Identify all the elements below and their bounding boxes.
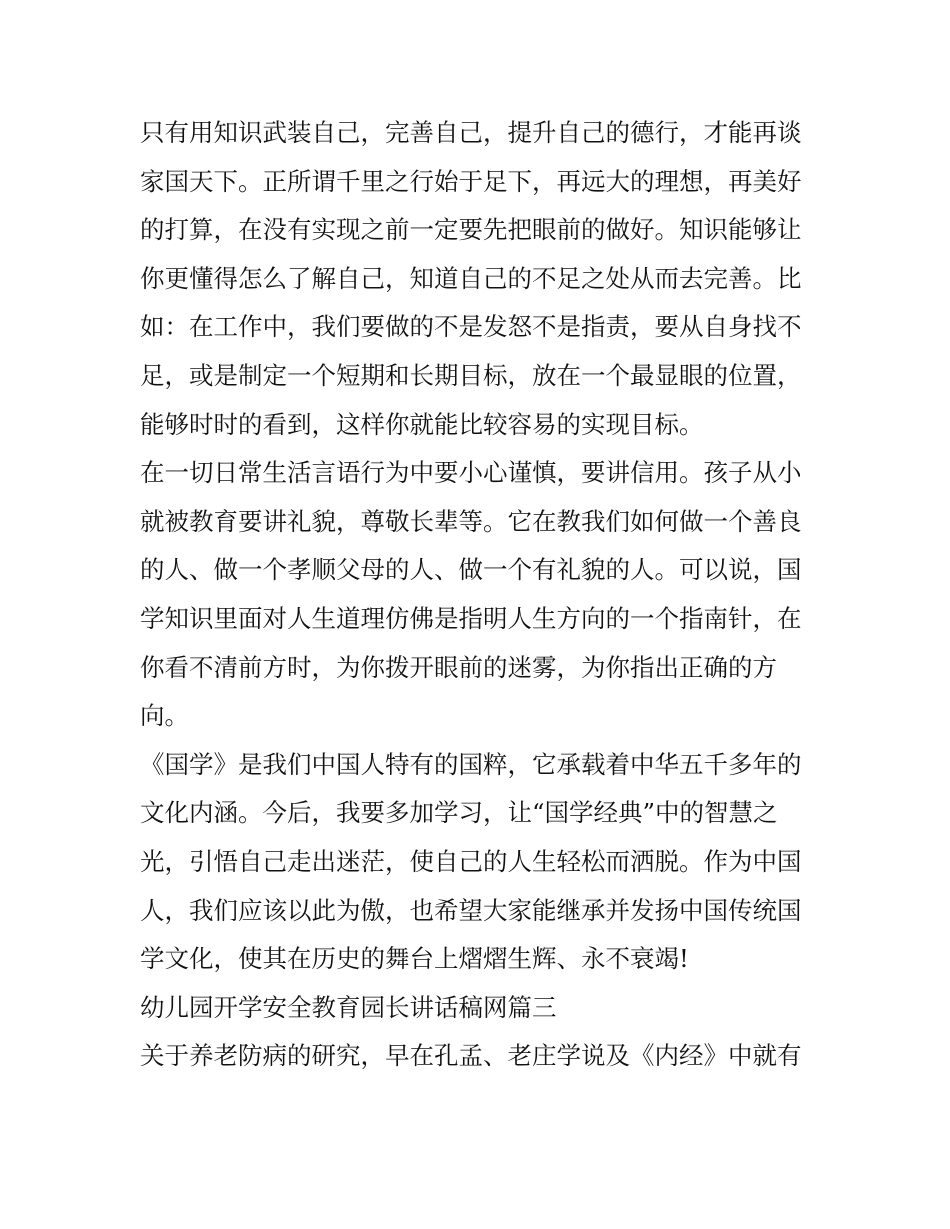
text-line: 就被教育要讲礼貌，尊敬长辈等。它在教我们如何做一个善良 xyxy=(140,506,802,536)
text-line: 《国学》是我们中国人特有的国粹，它承载着中华五千多年的 xyxy=(140,749,802,779)
document-body xyxy=(140,109,815,1081)
text-line: 家国天下。正所谓千里之行始于足下，再远大的理想，再美好 xyxy=(140,166,802,196)
text-line: 的人、做一个孝顺父母的人、做一个有礼貌的人。可以说，国 xyxy=(140,555,802,585)
text-line: 光，引悟自己走出迷茫，使自己的人生轻松而洒脱。作为中国 xyxy=(140,846,802,876)
text-line: 如：在工作中，我们要做的不是发怒不是指责，要从自身找不 xyxy=(140,312,802,342)
section-heading: 幼儿园开学安全教育园长讲话稿网篇三 xyxy=(140,992,557,1022)
paragraph-daily-life xyxy=(140,449,815,741)
text-line: 在一切日常生活言语行为中要小心谨慎，要讲信用。孩子从小 xyxy=(140,458,802,488)
paragraph-health xyxy=(140,1032,815,1081)
text-line: 的打算，在没有实现之前一定要先把眼前的做好。知识能够让 xyxy=(140,215,802,245)
text-line: 你看不清前方时，为你拨开眼前的迷雾，为你指出正确的方 xyxy=(140,652,777,682)
text-line: 足，或是制定一个短期和长期目标，放在一个最显眼的位置， xyxy=(140,360,802,390)
text-line: 向。 xyxy=(140,701,189,731)
text-line: 学文化，使其在历史的舞台上熠熠生辉、永不衰竭! xyxy=(140,944,689,974)
text-line: 只有用知识武装自己，完善自己，提升自己的德行，才能再谈 xyxy=(140,118,802,147)
text-line: 你更懂得怎么了解自己，知道自己的不足之处从而去完善。比 xyxy=(140,263,802,293)
text-line: 人，我们应该以此为傲，也希望大家能继承并发扬中国传统国 xyxy=(140,895,802,925)
text-line: 关于养老防病的研究，早在孔孟、老庄学说及《内经》中就有 xyxy=(140,1041,802,1071)
paragraph-guoxue xyxy=(140,741,815,984)
text-line: 能够时时的看到，这样你就能比较容易的实现目标。 xyxy=(140,409,704,439)
paragraph-knowledge xyxy=(140,109,815,449)
text-line: 学知识里面对人生道理仿佛是指明人生方向的一个指南针，在 xyxy=(140,603,802,633)
text-line: 文化内涵。今后，我要多加学习，让“国学经典”中的智慧之 xyxy=(140,798,778,828)
